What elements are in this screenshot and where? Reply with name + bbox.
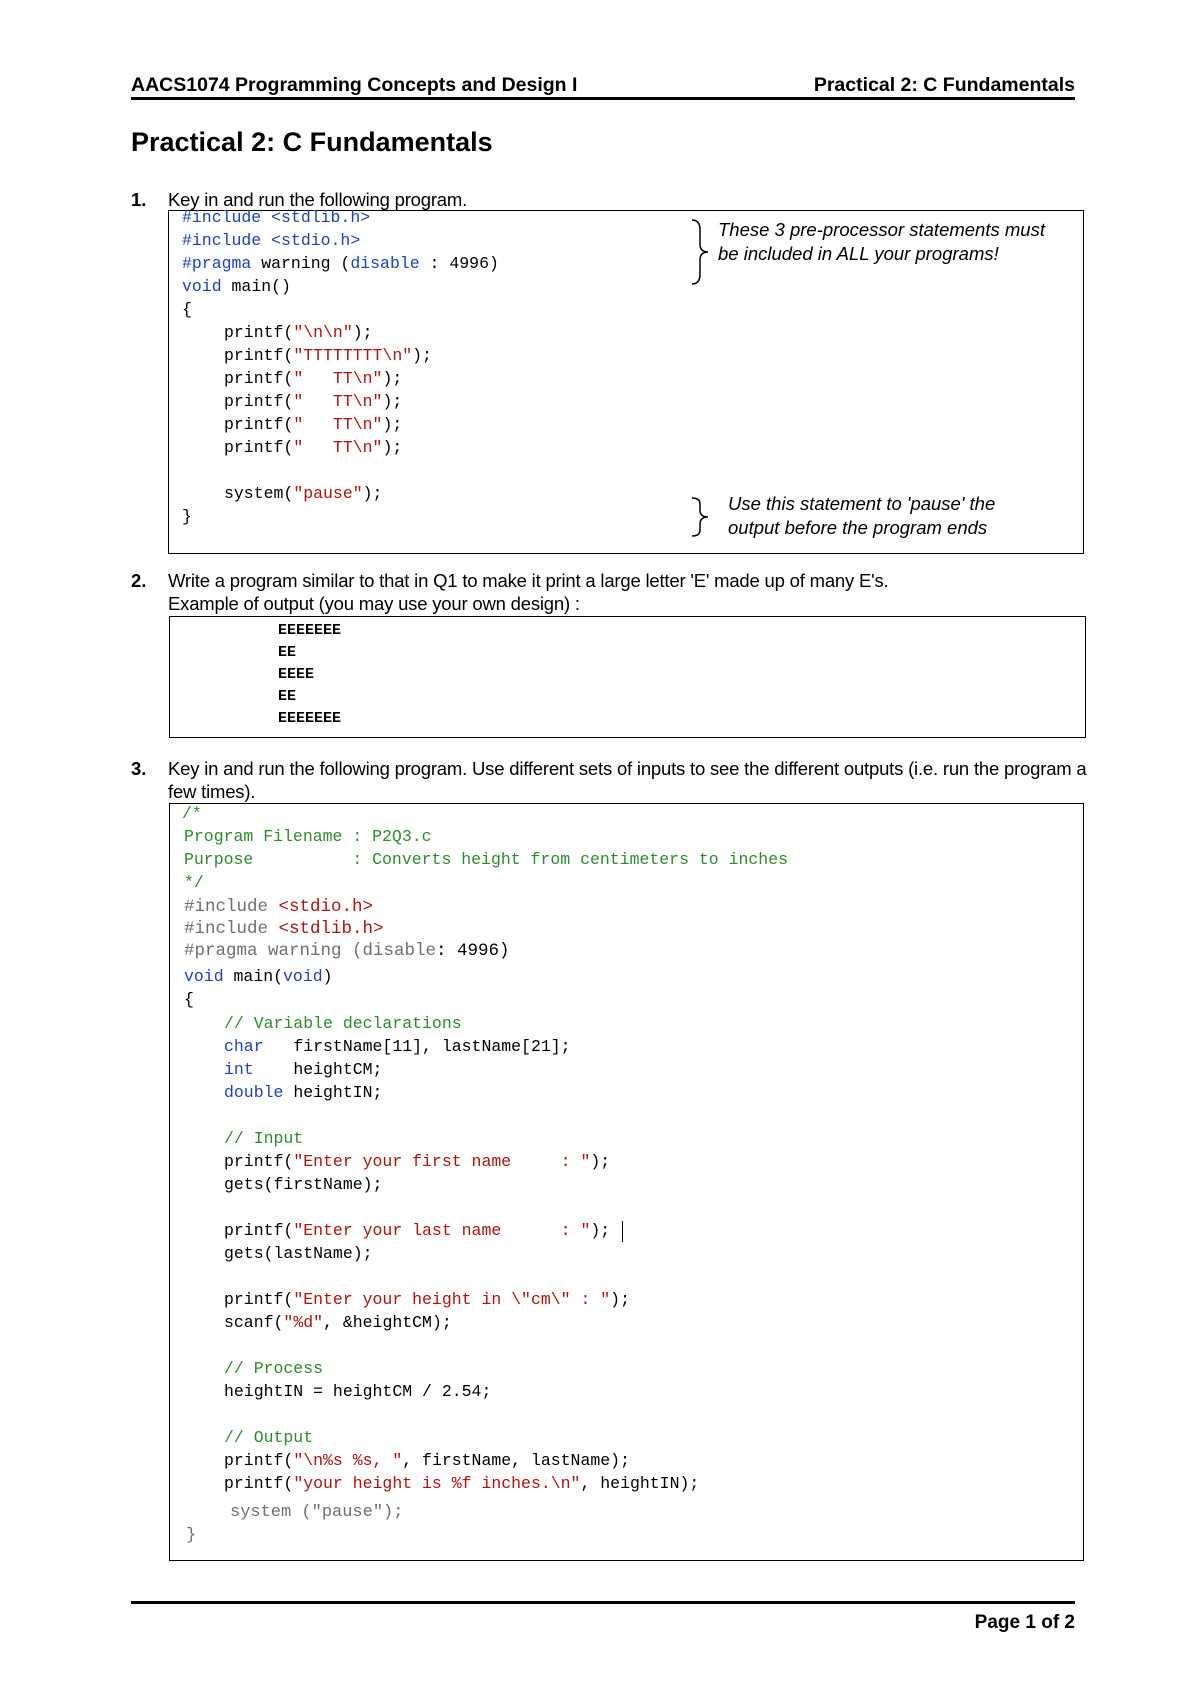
- code-line: printf("Enter your height in \"cm\" : ");: [224, 1290, 630, 1309]
- code-line: // Process: [224, 1359, 324, 1378]
- code-line: printf(" TT\n");: [224, 438, 403, 457]
- code-line: char firstName[11], lastName[21];: [224, 1037, 571, 1056]
- question-3-text: Key in and run the following program. Use different sets of inputs to see the different outputs (i.e. run the program a few times).: [168, 758, 1087, 802]
- code-line: double heightIN;: [224, 1083, 383, 1102]
- output-line: EEEEEEE: [278, 710, 342, 727]
- question-2-number: 2.: [131, 570, 147, 591]
- code-line: // Variable declarations: [224, 1014, 462, 1033]
- code-line: void main(): [182, 277, 291, 296]
- code-line: // Input: [224, 1129, 304, 1148]
- code-line: printf(" TT\n");: [224, 369, 403, 388]
- code-line: /*: [182, 804, 202, 823]
- code-line: system("pause");: [224, 484, 383, 503]
- brace-icon: [690, 218, 712, 286]
- header-practical-title: Practical 2: C Fundamentals: [813, 74, 1075, 96]
- code-line: #include <stdio.h>: [184, 897, 374, 917]
- footer-rule: [131, 1601, 1075, 1604]
- output-line: EE: [278, 688, 297, 705]
- code-line: {: [184, 990, 194, 1009]
- code-line: printf(" TT\n");: [224, 415, 403, 434]
- code-line: printf("your height is %f inches.\n", heightIN);: [224, 1474, 700, 1493]
- code-line: }: [182, 507, 192, 526]
- code-line: gets(lastName);: [224, 1244, 373, 1263]
- code-line: #pragma warning (disable: 4996): [184, 941, 510, 961]
- code-line: void main(void): [184, 967, 333, 986]
- question-2-example-label: Example of output (you may use your own design) :: [168, 593, 580, 614]
- question-1-pause-note: Use this statement to 'pause' the output before the program ends: [728, 493, 996, 538]
- code-line: scanf("%d", &heightCM);: [224, 1313, 452, 1332]
- code-line: printf("\n\n");: [224, 323, 373, 342]
- code-line: printf("\n%s %s, ", firstName, lastName);: [224, 1451, 630, 1470]
- code-line: system ("pause");: [230, 1503, 404, 1522]
- code-line: printf("Enter your first name : ");: [224, 1152, 611, 1171]
- page-number: Page 1 of 2: [974, 1612, 1075, 1633]
- question-1-text: Key in and run the following program.: [168, 189, 468, 210]
- code-line: #include <stdio.h>: [182, 231, 361, 250]
- code-line: Program Filename : P2Q3.c: [184, 827, 432, 846]
- code-line: int heightCM;: [224, 1060, 383, 1079]
- question-3-number: 3.: [131, 758, 147, 779]
- code-line: #pragma warning (disable : 4996): [182, 254, 499, 273]
- code-line: heightIN = heightCM / 2.54;: [224, 1382, 492, 1401]
- code-line: // Output: [224, 1428, 314, 1447]
- output-line: EEEE: [278, 666, 315, 683]
- header-course-title: AACS1074 Programming Concepts and Design I: [131, 74, 578, 96]
- code-line: gets(firstName);: [224, 1175, 383, 1194]
- brace-icon: [690, 496, 712, 538]
- code-line: */: [184, 873, 204, 892]
- question-2-text: Write a program similar to that in Q1 to make it print a large letter 'E' made up of many E's.: [168, 570, 889, 591]
- code-line: #include <stdlib.h>: [184, 919, 384, 939]
- question-1-preprocessor-note: These 3 pre-processor statements must be included in ALL your programs!: [718, 219, 1045, 264]
- output-line: EEEEEEE: [278, 622, 342, 639]
- text-cursor: [622, 1221, 623, 1242]
- page-title: Practical 2: C Fundamentals: [131, 127, 493, 157]
- code-line: {: [182, 300, 192, 319]
- code-line: #include <stdlib.h>: [182, 208, 371, 227]
- header-rule: [131, 97, 1075, 100]
- code-line: printf("Enter your last name : ");: [224, 1221, 611, 1240]
- code-line: Purpose : Converts height from centimeters to inches: [184, 850, 788, 869]
- code-line: printf("TTTTTTTT\n");: [224, 346, 432, 365]
- question-1-number: 1.: [131, 189, 147, 210]
- code-line: }: [186, 1526, 197, 1545]
- code-line: printf(" TT\n");: [224, 392, 403, 411]
- output-line: EE: [278, 644, 297, 661]
